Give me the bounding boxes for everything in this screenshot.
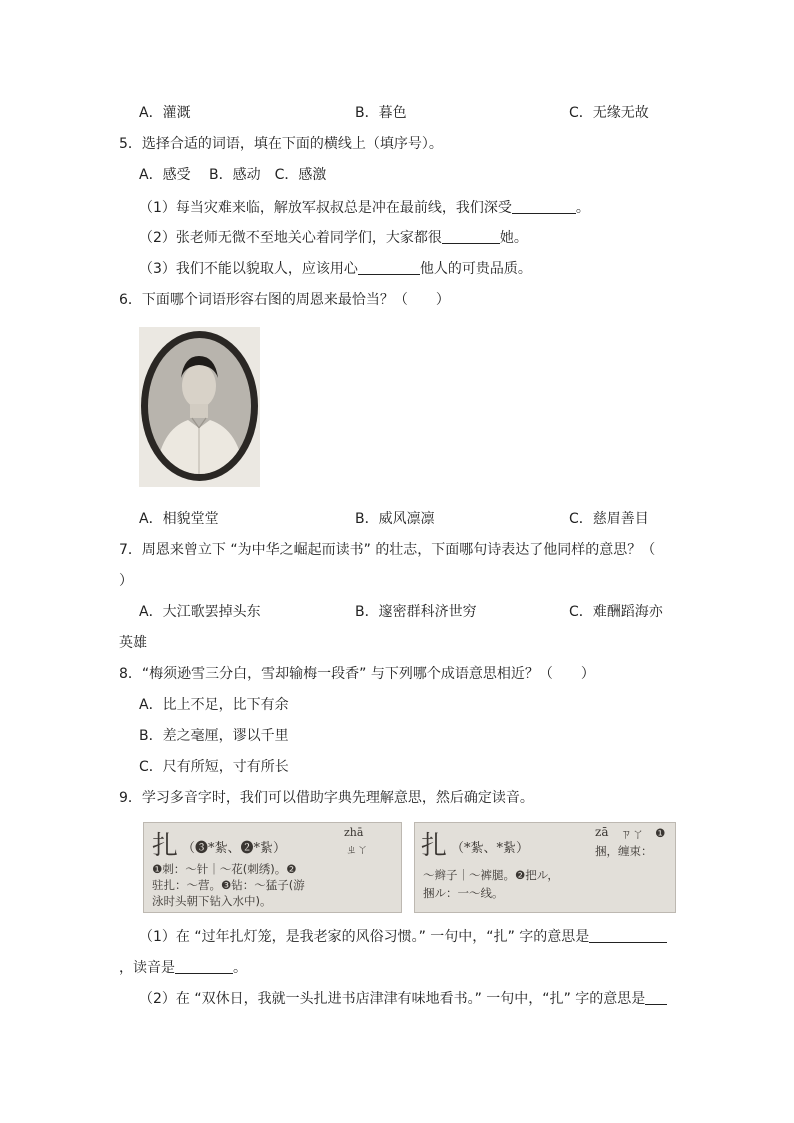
dict1-def-line2: 驻扎：～营。❸钻：～猛子(游: [152, 878, 305, 892]
q8-stem: 8．“梅须逊雪三分白，雪却输梅一段香” 与下列哪个成语意思相近？（ ）: [119, 666, 595, 682]
q5-options: A．感受 B．感动 C．感激: [139, 167, 327, 183]
q5-sentence-1: [139, 199, 590, 217]
dict1-pinyin: zhā: [344, 826, 364, 839]
dictionary-entry-za: [414, 822, 676, 913]
q7-option-c-wrap: 英雄: [119, 635, 147, 651]
q5-sentence-2: [139, 229, 528, 247]
dict1-zhuyin: ㄓㄚ: [346, 843, 368, 856]
answer-blank[interactable]: [589, 928, 667, 943]
dict1-def-line3: 泳时头朝下钻入水中)。: [152, 894, 272, 908]
q5-s1-end: 。: [575, 200, 590, 216]
dict2-def-line3: 捆ル：一～线。: [423, 886, 504, 900]
answer-blank[interactable]: [645, 990, 667, 1005]
q5-s3-end: 他人的可贵品质。: [419, 261, 532, 277]
q9-stem: 9．学习多音字时，我们可以借助字典先理解意思，然后确定读音。: [119, 790, 534, 806]
q6-option-a: A．相貌堂堂: [139, 511, 219, 527]
dict1-def-line1: ❶刺：～针｜～花(刺绣)。❷: [152, 862, 297, 876]
q9-sentence-1-cont: [119, 959, 247, 977]
dict2-def-num: ❶: [655, 826, 666, 840]
answer-blank[interactable]: [358, 260, 420, 275]
q9-s1-reading-text: ，读音是: [119, 960, 175, 976]
q5-stem: 5．选择合适的词语，填在下面的横线上（填序号）。: [119, 136, 443, 152]
q6-stem: 6．下面哪个词语形容右图的周恩来最恰当？（ ）: [119, 292, 450, 308]
portrait-oval-frame: [141, 331, 258, 481]
q8-option-b: B．差之毫厘，谬以千里: [139, 728, 289, 744]
answer-blank[interactable]: [442, 229, 500, 244]
q9-s1-text: （1）在 “过年扎灯笼，是我老家的风俗习惯。” 一句中，“扎” 字的意思是: [139, 929, 590, 945]
q5-s1-text: （1）每当灾难来临，解放军叔叔总是冲在最前线，我们深受: [139, 200, 512, 216]
answer-blank[interactable]: [175, 959, 233, 974]
q6-option-b: B．威风凛凛: [355, 511, 435, 527]
portrait-photo: [148, 338, 251, 474]
answer-blank[interactable]: [512, 199, 576, 214]
q5-s3-text: （3）我们不能以貌取人，应该用心: [139, 261, 358, 277]
q5-s2-text: （2）张老师无微不至地关心着同学们，大家都很: [139, 230, 442, 246]
q7-option-c: C．难酬蹈海亦: [569, 604, 663, 620]
q4-option-a: A．灌溉: [139, 105, 191, 121]
q6-option-c: C．慈眉善目: [569, 511, 649, 527]
q7-option-b: B．邃密群科济世穷: [355, 604, 477, 620]
q5-sentence-3: [139, 260, 532, 278]
dict1-headword: 扎: [152, 831, 179, 861]
dictionary-entry-zha: [143, 822, 402, 913]
q9-sentence-1: [139, 928, 667, 946]
q9-s2-text: （2）在 “双休日，我就一头扎进书店津津有味地看书。” 一句中，“扎” 字的意思是: [139, 991, 646, 1007]
q9-s1-end: 。: [233, 960, 247, 976]
q8-option-a: A．比上不足，比下有余: [139, 697, 289, 713]
q7-stem-line2: ）: [119, 573, 133, 589]
q7-option-a: A．大江歌罢掉头东: [139, 604, 261, 620]
q9-sentence-2: [139, 990, 667, 1008]
portrait-figure-icon: [148, 338, 251, 474]
q5-s2-end: 她。: [499, 230, 528, 246]
q8-option-c: C．尺有所短，寸有所长: [139, 759, 289, 775]
q7-stem-line1: 7．周恩来曾立下 “为中华之崛起而读书” 的壮志，下面哪句诗表达了他同样的意思？（: [119, 542, 656, 558]
dict2-variants: （*紮、*紥）: [451, 841, 530, 856]
q4-option-b: B．暮色: [355, 105, 407, 121]
dict2-pinyin: zā: [595, 825, 609, 839]
dict2-zhuyin: ㄗㄚ: [620, 827, 645, 841]
q4-option-c: C．无缘无故: [569, 105, 649, 121]
zhou-enlai-portrait: [139, 327, 260, 487]
dict2-def-line2: ～辫子｜～裤腿。❷把ル，: [423, 868, 559, 882]
dict1-variants: （❸*紮、❷*紥）: [182, 841, 287, 856]
dict2-headword: 扎: [421, 831, 448, 861]
dict2-def-line1: 捆，缠束：: [595, 844, 653, 858]
